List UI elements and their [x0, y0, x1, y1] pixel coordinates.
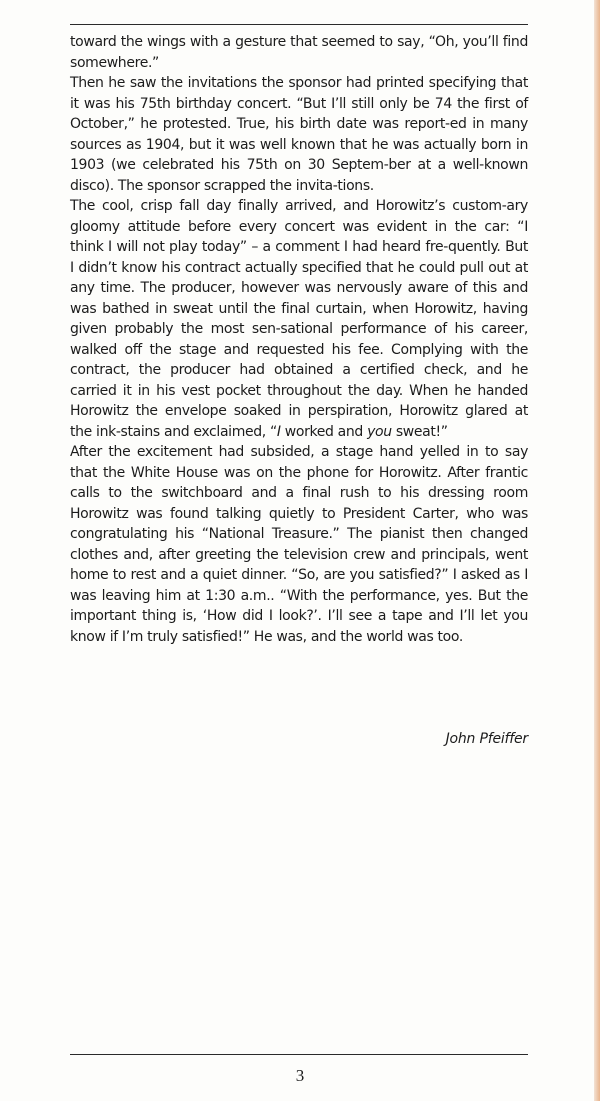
bottom-rule [70, 1054, 528, 1055]
paragraph-text: toward the wings with a gesture that seemed to say, “Oh, you’ll find somewhere.” [70, 34, 528, 71]
paragraph [70, 442, 528, 647]
paragraph [70, 196, 528, 442]
author-signature: John Pfeiffer [445, 731, 528, 747]
page-edge [594, 0, 600, 1101]
page-number: 3 [295, 1066, 305, 1085]
italic-text: you [367, 423, 392, 440]
paragraph [70, 73, 528, 196]
paragraph-text: sweat!” [391, 423, 448, 440]
paragraph-text: The cool, crisp fall day finally arrived, and Horowitz’s custom-ary gloomy attitude before every concert was evident in the car: “I think I will not play today” – a comment I had heard fre-quently. But I didn’t know his contract actually specified that he could pull out at any time. The producer, however was nervously aware of this and was bathed in sweat until the final curtain, when Horowitz, having given probably the most sen-sational performance of his career, walked off the stage and requested his fee. Complying with the contract, the producer had obtained a certified check, and he carried it in his vest pocket throughout the day. When he handed Horowitz the envelope soaked in perspiration, Horowitz glared at the ink-stains and exclaimed, “ [70, 198, 528, 440]
paragraph-text: After the excitement had subsided, a stage hand yelled in to say that the White House was on the phone for Horowitz. After frantic calls to the switchboard and a final rush to his dressing room Horowitz was found talking quietly to President Carter, who was congratulating his “National Treasure.” The pianist then changed clothes and, after greeting the television crew and principals, went home to rest and a quiet dinner. “So, are you satisfied?” I asked as I was leaving him at 1:30 a.m.. “With the performance, yes. But the important thing is, ‘How did I look?’. I’ll see a tape and I’ll let you know if I’m truly satisfied!” He was, and the world was too. [70, 444, 528, 645]
paragraph-text: Then he saw the invitations the sponsor had printed specifying that it was his 75th birthday concert. “But I’ll still only be 74 the first of October,” he protested. True, his birth date was report-ed in many sources as 1904, but it was well known that he was actually born in 1903 (we celebrated his 75th on 30 Septem-ber at a well-known disco). The sponsor scrapped the invita-tions. [70, 75, 528, 194]
article-body [70, 32, 528, 647]
paragraph-text: worked and [280, 423, 368, 440]
italic-text: I [276, 423, 281, 440]
top-rule [70, 24, 528, 25]
paragraph [70, 32, 528, 73]
